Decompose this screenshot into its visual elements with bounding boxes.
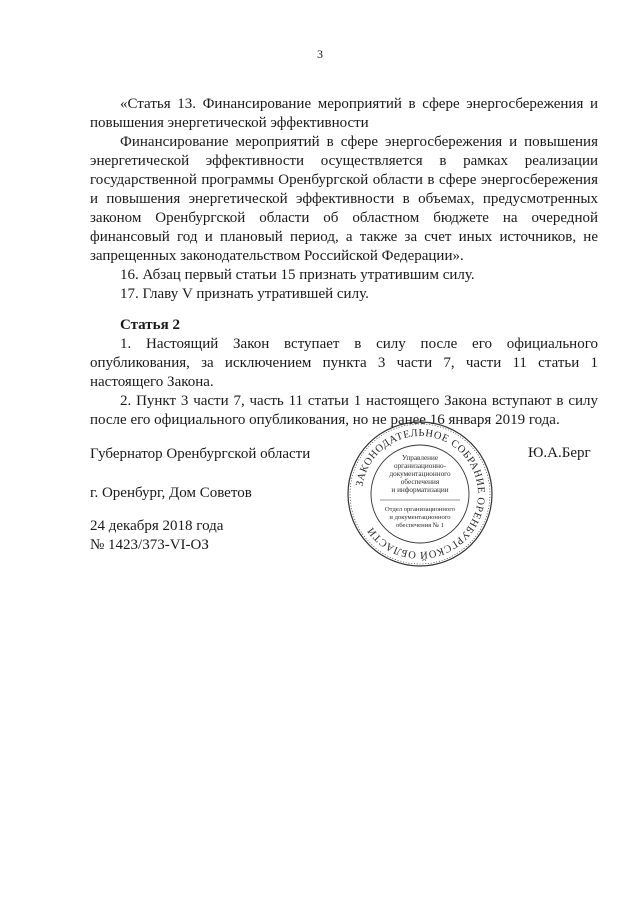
official-seal bbox=[346, 420, 494, 568]
signatory-name: Ю.А.Берг bbox=[528, 445, 591, 461]
article13-text: Финансирование мероприятий в сфере энергосбережения и повышения энергетической эффективности осуществляется в рамках реализации государственной программы Оренбургской области в сфере энергосбережения и повышения энергетической эффективности в объемах, предусмотренных законом Оренбургской области об областном бюджете на очередной финансовый год и плановый период, а также за счет иных источников, не запрещенных законодательством Российской Федерации». bbox=[90, 134, 598, 264]
seal-lower-line: и документационного bbox=[389, 514, 451, 521]
law-number: № 1423/373-VI-ОЗ bbox=[90, 537, 209, 553]
seal-lower-line: Отдел организационного bbox=[384, 506, 456, 513]
seal-ring-text: ЗАКОНОДАТЕЛЬНОЕ СОБРАНИЕ ОРЕНБУРГСКОЙ ОБЛАСТИ bbox=[354, 427, 487, 561]
seal-lower-line: обеспечения № 1 bbox=[395, 522, 445, 529]
document-body bbox=[90, 95, 598, 430]
signing-date: 24 декабря 2018 года bbox=[90, 518, 224, 534]
seal-upper-line: Управление bbox=[401, 454, 439, 462]
item-16: 16. Абзац первый статьи 15 признать утратившим силу. bbox=[120, 267, 475, 283]
article2-heading: Статья 2 bbox=[120, 317, 180, 333]
seal-upper-line: обеспечения bbox=[400, 478, 440, 486]
item-17: 17. Главу V признать утратившей силу. bbox=[120, 286, 369, 302]
article2-item-1: 1. Настоящий Закон вступает в силу после его официального опубликования, за исключением пункта 3 части 7, части 11 статьи 1 настоящего Закона. bbox=[90, 336, 598, 390]
signing-place: г. Оренбург, Дом Советов bbox=[90, 485, 252, 501]
signatory-position: Губернатор Оренбургской области bbox=[90, 446, 311, 462]
page-number: 3 bbox=[317, 47, 323, 61]
seal-upper-line: организационно- bbox=[393, 462, 447, 470]
article13-title: «Статья 13. Финансирование мероприятий в сфере энергосбережения и повышения энергетической эффективности bbox=[90, 96, 598, 131]
article2-item-2: 2. Пункт 3 части 7, часть 11 статьи 1 настоящего Закона вступают в силу после его официального опубликования, но не ранее 16 января 2019 года. bbox=[90, 393, 598, 428]
seal-upper-line: и информатизации bbox=[391, 486, 449, 494]
seal-upper-line: документационного bbox=[389, 470, 451, 478]
